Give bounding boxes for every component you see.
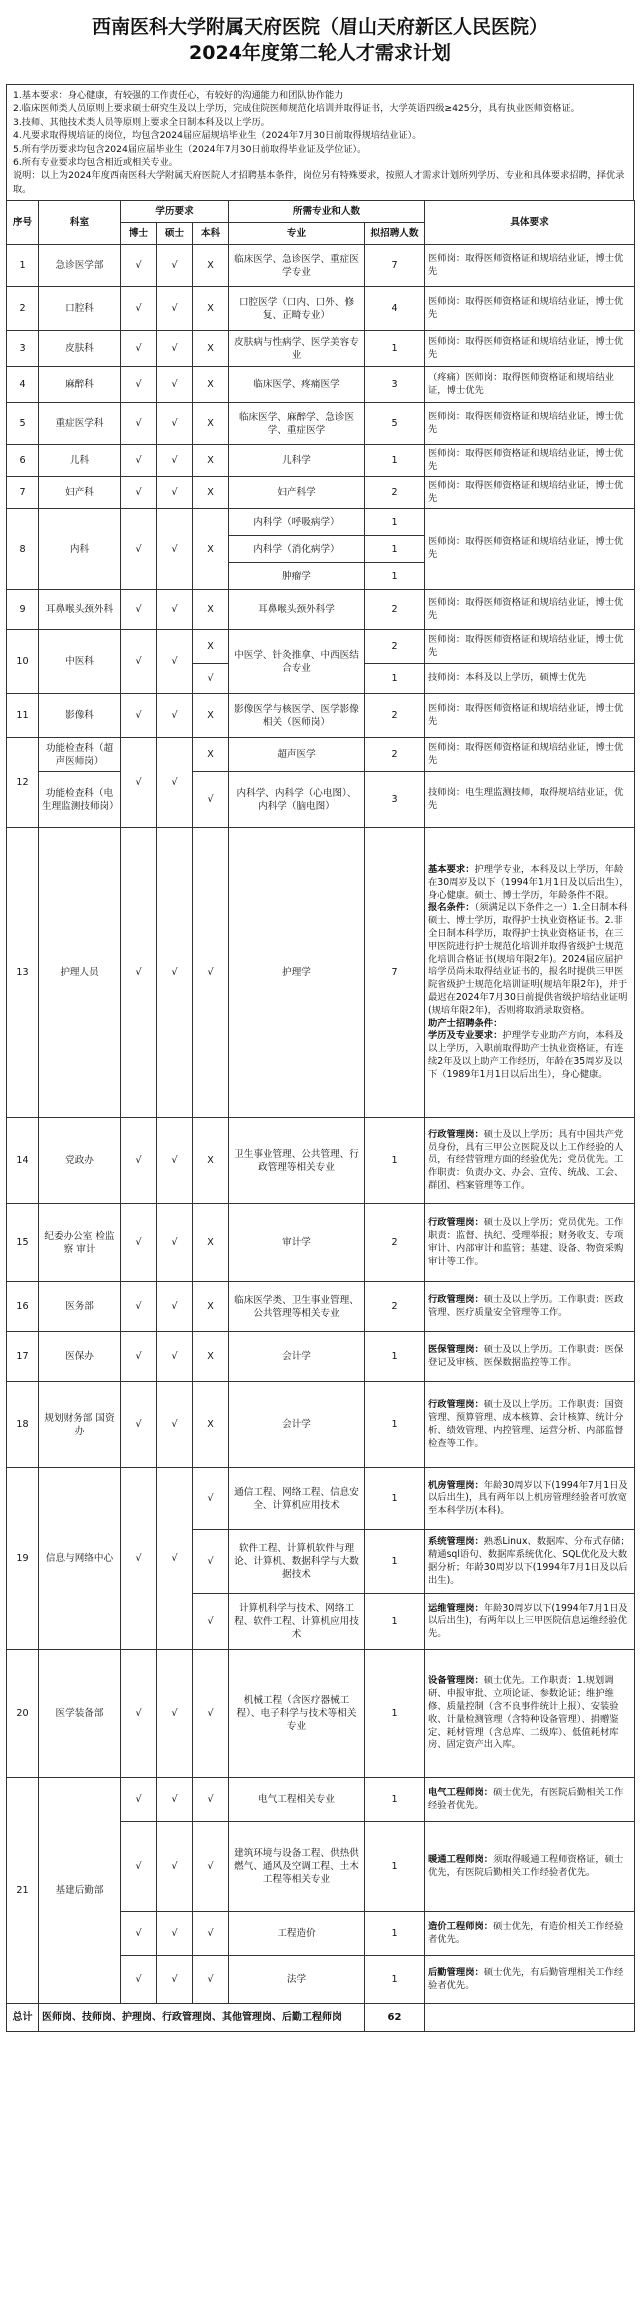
cell-dept: 内科 (39, 509, 121, 590)
cell-phd: √ (121, 1382, 157, 1468)
cell-count: 1 (365, 536, 425, 563)
req-text: 硕士优先，有后勤管理相关工作经验者优先。 (428, 1966, 624, 1991)
cell-no: 7 (7, 477, 39, 509)
cell-dept: 耳鼻喉头颈外科 (39, 590, 121, 630)
cell-master: √ (157, 1778, 193, 1822)
cell-count: 1 (365, 1530, 425, 1594)
table-row (7, 445, 635, 477)
cell-dept: 纪委办公室 检监察 审计 (39, 1204, 121, 1282)
cell-bachelor: √ (193, 1530, 229, 1594)
cell-dept: 信息与网络中心 (39, 1468, 121, 1650)
cell-req (425, 1204, 635, 1282)
cell-count: 7 (365, 828, 425, 1118)
cell-master: √ (157, 1332, 193, 1382)
cell-master: √ (157, 590, 193, 630)
cell-master: √ (157, 509, 193, 590)
cell-major: 法学 (229, 1956, 365, 2004)
cell-phd: √ (121, 694, 157, 738)
cell-no: 6 (7, 445, 39, 477)
cell-dept: 影像科 (39, 694, 121, 738)
cell-bachelor: X (193, 331, 229, 367)
cell-req (425, 1778, 635, 1822)
cell-master: √ (157, 403, 193, 445)
cell-no: 13 (7, 828, 39, 1118)
req-heading: 系统管理岗： (428, 1536, 484, 1548)
cell-count: 2 (365, 738, 425, 772)
cell-count: 2 (365, 477, 425, 509)
page-title (6, 14, 634, 66)
header-phd: 博士 (121, 223, 157, 245)
header-count: 拟招聘人数 (365, 223, 425, 245)
req-text: 硕士优先，有医院后勤相关工作经验者优先。 (428, 1786, 624, 1811)
header-no: 序号 (7, 201, 39, 245)
cell-bachelor: X (193, 1204, 229, 1282)
table-row (7, 1382, 635, 1468)
cell-count: 1 (365, 1822, 425, 1912)
cell-bachelor: √ (193, 1650, 229, 1778)
note-line: 5.所有学历要求均包含2024届应届毕业生（2024年7月30日前取得毕业证及学位证）。 (13, 143, 367, 155)
cell-bachelor: X (193, 477, 229, 509)
cell-dept: 规划财务部 国资办 (39, 1382, 121, 1468)
note-line: 说明：以上为2024年度西南医科大学附属天府医院人才招聘基本条件，岗位另有特殊要求，按照人才需求计划所列学历、专业和具体要求招聘，择优录取。 (13, 170, 625, 195)
table-row (7, 694, 635, 738)
table-row (7, 1650, 635, 1778)
recruitment-table (6, 200, 635, 2032)
cell-count: 1 (365, 1382, 425, 1468)
cell-bachelor: √ (193, 772, 229, 828)
cell-no: 1 (7, 245, 39, 287)
cell-major: 机械工程（含医疗器械工程）、电子科学与技术等相关专业 (229, 1650, 365, 1778)
req-heading: 学历及专业要求： (428, 1030, 503, 1042)
table-row (7, 367, 635, 403)
req-text: 硕士及以上学历。工作职责：医政管理、医疗质量安全管理等工作。 (428, 1293, 624, 1318)
cell-bachelor: √ (193, 1594, 229, 1650)
cell-phd: √ (121, 403, 157, 445)
cell-count: 1 (365, 1118, 425, 1204)
cell-bachelor: √ (193, 828, 229, 1118)
cell-phd: √ (121, 1650, 157, 1778)
cell-req (425, 1382, 635, 1468)
cell-count: 5 (365, 403, 425, 445)
cell-bachelor: X (193, 630, 229, 664)
req-heading: 报名条件： (428, 902, 475, 914)
total-categories: 医师岗、技师岗、护理岗、行政管理岗、其他管理岗、后勤工程师岗 (39, 2004, 365, 2032)
cell-count: 1 (365, 509, 425, 536)
cell-major: 皮肤病与性病学、医学美容专业 (229, 331, 365, 367)
cell-req: （疼痛）医师岗：取得医师资格证和规培结业证，博士优先 (425, 367, 635, 403)
cell-req (425, 1650, 635, 1778)
req-heading: 行政管理岗： (428, 1128, 484, 1140)
cell-phd: √ (121, 1204, 157, 1282)
cell-major: 临床医学、麻醉学、急诊医学、重症医学 (229, 403, 365, 445)
req-text: 硕士优先。工作职责：1.规划调研、申报审批、立项论证、参数论证；维护维修、质量控制（含不良事件统计上报）、安装验收、计量检测管理（含特种设备管理）、捐赠鉴定、耗材管理（含总库、二级库）、低值耗材库房、固定资产出入库。 (428, 1675, 619, 1751)
cell-major: 工程造价 (229, 1912, 365, 1956)
cell-count: 1 (365, 664, 425, 694)
cell-dept: 基建后勤部 (39, 1778, 121, 2004)
cell-no: 2 (7, 287, 39, 331)
cell-no: 21 (7, 1778, 39, 2004)
req-text: （须满足以下条件之一）1.全日制本科硕士、博士学历，取得护士执业资格证书。2.非全日制本科学历，取得护士执业资格证书，在三甲医院进行护士规范化培训并取得省级护士规范化培训合格证书(规培年限2年)。2024届应届护培学员尚未取得结业证书的，报名时提供三甲医院省级护士规范化培训证明(规培年限2年)，并于最迟在2024年7月30日前提供省级护培结业证明(规培年限2年)，否则将取消录取资格。 (428, 902, 628, 1016)
cell-bachelor: X (193, 367, 229, 403)
req-text: 须取得暖通工程师资格证，硕士优先，有医院后勤相关工作经验者优先。 (428, 1853, 624, 1878)
cell-no: 14 (7, 1118, 39, 1204)
table-row (7, 1332, 635, 1382)
cell-bachelor: X (193, 287, 229, 331)
req-heading: 电气工程师岗： (428, 1786, 494, 1798)
notes-block (6, 84, 634, 200)
req-text: 硕士优先，有造价相关工作经验者优先。 (428, 1920, 624, 1945)
note-line: 2.临床医师类人员原则上要求硕士研究生及以上学历，完成住院医师规范化培训并取得证书，大学英语四级≥425分，具有执业医师资格证。 (13, 103, 580, 115)
cell-phd: √ (121, 1822, 157, 1912)
cell-major: 电气工程相关专业 (229, 1778, 365, 1822)
cell-bachelor: √ (193, 1912, 229, 1956)
cell-req: 医师岗：取得医师资格证和规培结业证，博士优先 (425, 287, 635, 331)
req-heading: 助产士招聘条件： (428, 1017, 503, 1029)
req-heading: 暖通工程师岗： (428, 1853, 494, 1865)
cell-master: √ (157, 445, 193, 477)
req-text: 硕士及以上学历；党员优先。工作职责：监督、执纪、受理举报；财务收支、专项审计、内部审计和监管；基建、设备、物资采购审计等工作。 (428, 1217, 624, 1267)
cell-count: 2 (365, 1204, 425, 1282)
cell-req: 医师岗：取得医师资格证和规培结业证，博士优先 (425, 590, 635, 630)
req-heading: 造价工程师岗： (428, 1920, 494, 1932)
cell-phd: √ (121, 738, 157, 828)
cell-no: 9 (7, 590, 39, 630)
cell-master: √ (157, 1912, 193, 1956)
cell-master: √ (157, 1468, 193, 1650)
req-heading: 机房管理岗： (428, 1479, 484, 1491)
req-heading: 后勤管理岗： (428, 1966, 484, 1978)
cell-bachelor: √ (193, 1468, 229, 1530)
cell-phd: √ (121, 1468, 157, 1650)
cell-no: 5 (7, 403, 39, 445)
cell-count: 1 (365, 563, 425, 590)
cell-major: 口腔医学（口内、口外、修复、正畸专业） (229, 287, 365, 331)
req-heading: 基本要求： (428, 863, 475, 875)
cell-count: 3 (365, 367, 425, 403)
cell-major: 肿瘤学 (229, 563, 365, 590)
cell-count: 1 (365, 1912, 425, 1956)
cell-count: 3 (365, 772, 425, 828)
cell-bachelor: X (193, 694, 229, 738)
total-count: 62 (365, 2004, 425, 2032)
table-row (7, 331, 635, 367)
cell-major: 临床医学、急诊医学、重症医学专业 (229, 245, 365, 287)
note-line: 3.技师、其他技术类人员等原则上要求全日制本科及以上学历。 (13, 116, 270, 128)
cell-req (425, 1468, 635, 1530)
cell-master: √ (157, 367, 193, 403)
table-row (7, 828, 635, 1118)
table-row (7, 630, 635, 664)
req-text: 熟悉Linux、数据库、分布式存储；精通sql语句、数据库系统优化、SQL优化及大数据分析；年龄30周岁以下(1994年7月1日及以后出生)。 (428, 1536, 630, 1586)
cell-phd: √ (121, 1956, 157, 2004)
cell-no: 19 (7, 1468, 39, 1650)
cell-count: 1 (365, 1956, 425, 2004)
cell-major: 审计学 (229, 1204, 365, 1282)
cell-phd: √ (121, 367, 157, 403)
cell-bachelor: √ (193, 1956, 229, 2004)
cell-req (425, 1530, 635, 1594)
cell-bachelor: X (193, 509, 229, 590)
cell-major: 临床医学、疼痛医学 (229, 367, 365, 403)
cell-phd: √ (121, 477, 157, 509)
req-heading: 运维管理岗： (428, 1602, 484, 1614)
cell-phd: √ (121, 445, 157, 477)
cell-major: 计算机科学与技术、网络工程、软件工程、计算机应用技术 (229, 1594, 365, 1650)
cell-req: 医师岗：取得医师资格证和规培结业证，博士优先 (425, 445, 635, 477)
cell-phd: √ (121, 1282, 157, 1332)
cell-phd: √ (121, 630, 157, 694)
cell-phd: √ (121, 1778, 157, 1822)
cell-req (425, 1912, 635, 1956)
cell-bachelor: X (193, 445, 229, 477)
cell-phd: √ (121, 1118, 157, 1204)
cell-req: 技师岗：本科及以上学历，硕博士优先 (425, 664, 635, 694)
cell-dept: 皮肤科 (39, 331, 121, 367)
cell-major: 儿科学 (229, 445, 365, 477)
cell-bachelor: √ (193, 1822, 229, 1912)
cell-master: √ (157, 1956, 193, 2004)
cell-count: 1 (365, 1778, 425, 1822)
cell-bachelor: X (193, 1382, 229, 1468)
cell-dept: 党政办 (39, 1118, 121, 1204)
table-row (7, 287, 635, 331)
cell-no: 16 (7, 1282, 39, 1332)
cell-master: √ (157, 1282, 193, 1332)
cell-bachelor: X (193, 403, 229, 445)
cell-major: 耳鼻喉头颈外科学 (229, 590, 365, 630)
cell-master: √ (157, 738, 193, 828)
cell-req (425, 1282, 635, 1332)
header-major-group: 所需专业和人数 (229, 201, 425, 223)
cell-dept: 功能检查科（超声医师岗） (39, 738, 121, 772)
cell-dept: 儿科 (39, 445, 121, 477)
table-row (7, 590, 635, 630)
table-row (7, 1282, 635, 1332)
cell-count: 1 (365, 1594, 425, 1650)
cell-major: 影像医学与核医学、医学影像相关（医师岗） (229, 694, 365, 738)
cell-req: 医师岗：取得医师资格证和规培结业证，博士优先 (425, 694, 635, 738)
cell-no: 3 (7, 331, 39, 367)
total-label: 总计 (7, 2004, 39, 2032)
cell-count: 1 (365, 331, 425, 367)
cell-no: 20 (7, 1650, 39, 1778)
cell-dept: 麻醉科 (39, 367, 121, 403)
cell-dept: 重症医学科 (39, 403, 121, 445)
req-text: 硕士及以上学历；具有中国共产党员身份，具有三甲公立医院及以上工作经验的人员，有经营管理方面的经验优先；党员优先。工作职责：负责办文、办会、宣传、统战、工会、群团、档案管理等工作。 (428, 1128, 624, 1191)
cell-dept: 妇产科 (39, 477, 121, 509)
cell-phd: √ (121, 509, 157, 590)
cell-req: 技师岗：电生理监测技师，取得规培结业证，优先 (425, 772, 635, 828)
header-dept: 科室 (39, 201, 121, 245)
cell-dept: 口腔科 (39, 287, 121, 331)
cell-req: 医师岗：取得医师资格证和规培结业证，博士优先 (425, 630, 635, 664)
cell-master: √ (157, 694, 193, 738)
cell-major: 临床医学类、卫生事业管理、公共管理等相关专业 (229, 1282, 365, 1332)
total-empty (425, 2004, 635, 2032)
cell-req: 医师岗：取得医师资格证和规培结业证，博士优先 (425, 331, 635, 367)
cell-master: √ (157, 828, 193, 1118)
cell-phd: √ (121, 828, 157, 1118)
cell-req (425, 1956, 635, 2004)
cell-major: 通信工程、网络工程、信息安全、计算机应用技术 (229, 1468, 365, 1530)
cell-no: 15 (7, 1204, 39, 1282)
table-row (7, 403, 635, 445)
cell-req: 医师岗：取得医师资格证和规培结业证，博士优先 (425, 245, 635, 287)
cell-no: 17 (7, 1332, 39, 1382)
cell-count: 2 (365, 1282, 425, 1332)
cell-bachelor: X (193, 738, 229, 772)
cell-master: √ (157, 1382, 193, 1468)
cell-phd: √ (121, 1912, 157, 1956)
cell-bachelor: X (193, 1118, 229, 1204)
cell-major: 妇产科学 (229, 477, 365, 509)
table-row (7, 1778, 635, 1822)
table-row (7, 738, 635, 772)
header-bachelor: 本科 (193, 223, 229, 245)
cell-no: 8 (7, 509, 39, 590)
req-text: 护理学专业助产方向，本科及以上学历，入职前取得助产士执业资格证，有连续2年及以上助产工作经历，年龄在35周岁及以下（1989年1月1日以后出生），身心健康。 (428, 1030, 624, 1080)
cell-major: 内科学（消化病学） (229, 536, 365, 563)
note-line: 6.所有专业要求均包含相近或相关专业。 (13, 157, 178, 169)
cell-bachelor: X (193, 590, 229, 630)
cell-major: 卫生事业管理、公共管理、行政管理等相关专业 (229, 1118, 365, 1204)
cell-count: 7 (365, 245, 425, 287)
cell-bachelor: X (193, 245, 229, 287)
cell-master: √ (157, 331, 193, 367)
header-edu: 学历要求 (121, 201, 229, 223)
cell-major: 中医学、针灸推拿、中西医结合专业 (229, 630, 365, 694)
cell-phd: √ (121, 331, 157, 367)
cell-req (425, 1332, 635, 1382)
cell-master: √ (157, 1650, 193, 1778)
table-row (7, 1204, 635, 1282)
note-line: 4.凡要求取得规培证的岗位，均包含2024届应届规培毕业生（2024年7月30日前取得规培结业证）。 (13, 130, 422, 142)
table-row (7, 1468, 635, 1530)
header-master: 硕士 (157, 223, 193, 245)
req-heading: 医保管理岗： (428, 1343, 484, 1355)
title-line-1: 西南医科大学附属天府医院（眉山天府新区人民医院） (91, 16, 548, 38)
header-major: 专业 (229, 223, 365, 245)
cell-bachelor: X (193, 1282, 229, 1332)
cell-req (425, 828, 635, 1118)
cell-master: √ (157, 1822, 193, 1912)
cell-major: 护理学 (229, 828, 365, 1118)
table-row (7, 477, 635, 509)
cell-master: √ (157, 287, 193, 331)
cell-master: √ (157, 630, 193, 694)
table-row (7, 1118, 635, 1204)
cell-count: 1 (365, 1468, 425, 1530)
cell-req: 医师岗：取得医师资格证和规培结业证，博士优先 (425, 477, 635, 509)
cell-count: 1 (365, 445, 425, 477)
cell-phd: √ (121, 245, 157, 287)
cell-dept: 医务部 (39, 1282, 121, 1332)
cell-master: √ (157, 1118, 193, 1204)
cell-no: 11 (7, 694, 39, 738)
cell-no: 18 (7, 1382, 39, 1468)
cell-phd: √ (121, 287, 157, 331)
cell-phd: √ (121, 590, 157, 630)
cell-master: √ (157, 245, 193, 287)
cell-major: 超声医学 (229, 738, 365, 772)
cell-no: 12 (7, 738, 39, 828)
cell-dept: 医保办 (39, 1332, 121, 1382)
total-row (7, 2004, 635, 2032)
cell-dept: 护理人员 (39, 828, 121, 1118)
note-line: 1.基本要求：身心健康，有较强的工作责任心，有较好的沟通能力和团队协作能力 (13, 90, 344, 101)
table-row (7, 245, 635, 287)
cell-major: 会计学 (229, 1382, 365, 1468)
table-row (7, 509, 635, 536)
cell-count: 1 (365, 1332, 425, 1382)
cell-count: 2 (365, 590, 425, 630)
cell-count: 2 (365, 694, 425, 738)
cell-req (425, 1118, 635, 1204)
cell-major: 内科学、内科学（心电图）、内科学（脑电图） (229, 772, 365, 828)
cell-req: 医师岗：取得医师资格证和规培结业证，博士优先 (425, 403, 635, 445)
req-text: 硕士及以上学历。工作职责：国资管理、预算管理、成本核算、会计核算、统计分析、绩效管理、内控管理、运营分析、内部监督检查等工作。 (428, 1399, 624, 1449)
cell-no: 10 (7, 630, 39, 694)
cell-bachelor: √ (193, 1778, 229, 1822)
table-row (7, 772, 635, 828)
cell-major: 会计学 (229, 1332, 365, 1382)
cell-count: 2 (365, 630, 425, 664)
cell-bachelor: X (193, 1332, 229, 1382)
cell-major: 建筑环境与设备工程、供热供燃气、通风及空调工程、土木工程等相关专业 (229, 1822, 365, 1912)
cell-dept: 急诊医学部 (39, 245, 121, 287)
req-heading: 行政管理岗： (428, 1217, 484, 1229)
req-heading: 行政管理岗： (428, 1399, 484, 1411)
req-text: 硕士及以上学历。工作职责：医保登记及审核、医保数据监控等工作。 (428, 1343, 624, 1368)
title-line-2: 2024年度第二轮人才需求计划 (189, 42, 451, 64)
cell-req: 医师岗：取得医师资格证和规培结业证，博士优先 (425, 509, 635, 590)
cell-req (425, 1594, 635, 1650)
cell-req (425, 1822, 635, 1912)
cell-dept: 医学装备部 (39, 1650, 121, 1778)
cell-major: 软件工程、计算机软件与理论、计算机、数据科学与大数据技术 (229, 1530, 365, 1594)
header-req: 具体要求 (425, 201, 635, 245)
req-text: 年龄30周岁以下(1994年7月1日及以后出生)，有两年以上三甲医院信息运维经验优先。 (428, 1602, 628, 1640)
cell-bachelor: √ (193, 664, 229, 694)
req-heading: 行政管理岗： (428, 1293, 484, 1305)
cell-master: √ (157, 477, 193, 509)
cell-req: 医师岗：取得医师资格证和规培结业证，博士优先 (425, 738, 635, 772)
cell-no: 4 (7, 367, 39, 403)
cell-major: 内科学（呼吸病学） (229, 509, 365, 536)
cell-count: 1 (365, 1650, 425, 1778)
cell-dept: 功能检查科（电生理监测技师岗） (39, 772, 121, 828)
cell-phd: √ (121, 1332, 157, 1382)
cell-dept: 中医科 (39, 630, 121, 694)
req-text: 护理学专业，本科及以上学历，年龄在30周岁及以下（1994年1月1日及以后出生），身心健康。硕士、博士学历，年龄条件不限。 (428, 863, 629, 901)
cell-master: √ (157, 1204, 193, 1282)
req-text: 年龄30周岁以下(1994年7月1日及以后出生)，具有两年以上机房管理经验者可放宽至本科学历(本科)。 (428, 1479, 628, 1517)
cell-count: 4 (365, 287, 425, 331)
req-heading: 设备管理岗： (428, 1675, 484, 1687)
